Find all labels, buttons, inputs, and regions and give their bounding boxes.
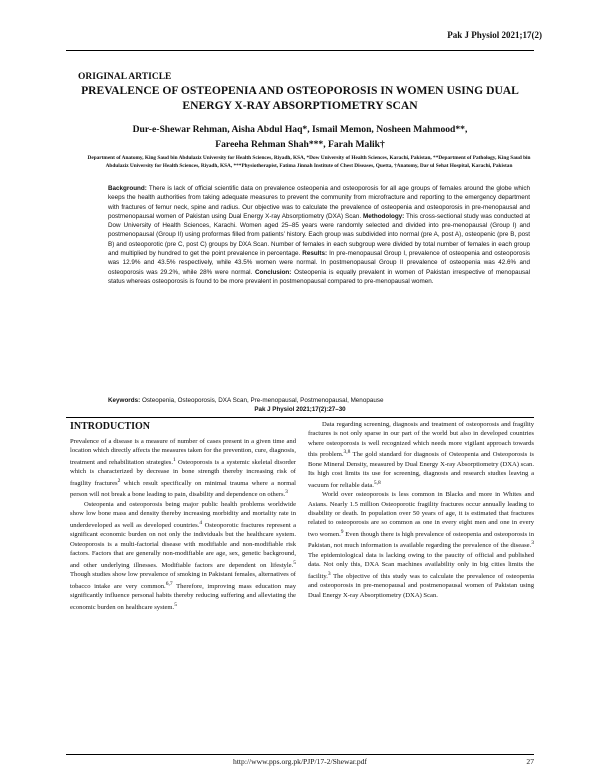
paragraph-text: Though studies show low prevalence of smoking in Pakistani females, alternatives of tobacco intake are very common.	[70, 571, 296, 590]
reference-marker: 5,8	[373, 479, 381, 486]
paragraph-text: Prevalence of a disease is a measure of number of cases present in a given time and location which directly affects the measures taken for the prevention, cure, diagnosis, treatment and rehabilitation strategies.	[70, 438, 296, 466]
citation: Pak J Physiol 2021;17(2):27–30	[254, 406, 346, 413]
keywords	[108, 396, 530, 405]
left-column	[70, 420, 296, 612]
reference-marker: 3	[327, 570, 331, 577]
keywords-label: Keywords:	[108, 397, 141, 404]
paragraph-text: Osteopenia and osteoporosis being major public health problems worldwide show low bone mass and density thereby increasing morbidity and mortality rate in underdeveloped as well as developed countries.	[70, 501, 296, 529]
background-text: There is lack of official scientific data on prevalence osteopenia and osteoporosis for all age groups of females around the globe which keeps the health authorities from taking adequate measures to prevent the community from microfracture and reporting to the emergency department with fractures of femur neck, spine and radius. Our objective was to calculate the prevalence of osteopenia and osteoporosis in pre-menopausal and postmenopausal women of Pakistan using Dual Energy X-ray Absorptiometry (DXA) Scan.	[108, 185, 530, 220]
paragraph-text: Therefore, improving mass education may significantly influence personal habits thereby reducing suffering and alleviating the economic burden on healthcare system.	[70, 582, 296, 611]
article-title: PREVALENCE OF OSTEOPENIA AND OSTEOPOROSIS IN WOMEN USING DUAL ENERGY X-RAY ABSORPTIOMETRY SCAN	[81, 84, 519, 112]
paragraph-text: Osteoporotic fractures represent a significant economic burden on not only the individuals but the healthcare system. Osteoporosis is a multi-factorial disease with modifiable and non-modifiable risk factors. Factors that are generally non-modifiable are age, sex, genetic background, and other underlying illnesses. Modifiable factors are dependent on lifestyle.	[70, 522, 296, 569]
reference-marker: 9	[340, 528, 344, 535]
paragraph-text: which result specifically on minimal trauma where a normal person will not break a bone leading to pain, disability and dependence on others.	[70, 480, 296, 499]
results-text: In pre-menopausal Group I, prevalence of osteopenia and osteoporosis was 12.9% and 43.5% respectively, while 43.5% women were normal. In postmenopausal Group II prevalence of osteopenia was 42.6% and osteoporosis was 29.2%, while 28% were normal.	[108, 250, 530, 276]
author-list	[70, 122, 530, 152]
section-label: ORIGINAL ARTICLE	[78, 72, 172, 82]
paragraph	[308, 420, 534, 490]
author-line-1: Dur-e-Shewar Rehman, Aisha Abdul Haq*, Ismail Memon, Nosheen Mahmood**,	[132, 124, 468, 135]
methodology-text: This cross-sectional study was conducted at Dow University of Health Sciences, Karachi. Women aged 25–85 years were randomly selected and divided into pre-menopausal (Group I) and postmenopausal (Group II) using proformas filled from patients’ history. Each group was subdivided into normal (pre A, post A), osteopenic (pre B, post B) and osteoporotic (pre C, post C) groups by DXA Scan. Number of females in each subgroup were divided by total number of females in each group and multiplied by hundred to get the point prevalence in percentage.	[108, 212, 530, 258]
footer-divider	[66, 754, 534, 755]
paragraph-text: Osteoporosis is a systemic skeletal disorder which is characterized by decrease in bone strength thereby increasing risk of fragility fractures	[70, 459, 296, 487]
footer-url-link[interactable]: http://www.pps.org.pk/PJP/17-2/Shewar.pdf	[233, 757, 367, 766]
reference-marker: 3,8	[343, 449, 351, 456]
right-column	[308, 420, 534, 600]
reference-marker: 5	[174, 601, 177, 608]
paragraph	[70, 437, 296, 500]
reference-marker: 4	[199, 519, 203, 526]
paragraph	[308, 490, 534, 600]
keywords-text: Osteopenia, Osteoporosis, DXA Scan, Pre-menopausal, Postmenopausal, Menopause	[140, 397, 384, 404]
paragraph-text: The objective of this study was to calculate the prevalence of osteopenia and osteoporosis in pre-menopausal and postmenopausal women of Pakistan using Dual Energy X-ray Absorptiometry (DXA) Scan.	[308, 573, 534, 599]
page-number: 27	[526, 757, 534, 766]
affiliations: Department of Anatomy, King Saud bin Abdulaziz University for Health Sciences, Riyadh, KSA, *Dow University of Health Sciences, Karachi, Pakistan, **Department of Pathology, King Saud bin Abdulaziz University for Health Sciences, Riyadh, KSA, ***Physiotherapist, Fatima Jinnah Institute of Chest Diseases, Quetta, †Anatomy, Dar ul Sehat Hospital, Karachi, Pakistan	[87, 155, 531, 169]
results-label: Results:	[302, 250, 328, 258]
paragraph-text: The gold standard for diagnosis of Osteopenia and Osteoporosis is Bone Mineral Density, measured by Dual Energy X-ray Absorptiometry (DXA) scan. Its high cost limits its use for screening, diagnosis and research studies leaving a vacuum for reliable data.	[308, 451, 534, 489]
paragraph-text: Data regarding screening, diagnosis and treatment of osteoporosis and fragility fractures is not only sparse in our part of the world but also in developed countries where osteoporosis is well recognized which needs more vigilant approach towards this problem.	[308, 421, 534, 459]
reference-marker: 2	[117, 477, 121, 484]
reference-marker: 3	[531, 540, 534, 547]
paragraph-text: The epidemiological data is lacking owing to the paucity of official and published data. Not only this, DXA Scan machines availability only in big cities limits the facility.	[308, 552, 534, 581]
reference-marker: 3	[285, 489, 288, 496]
reference-marker: 6,7	[165, 580, 173, 587]
paragraph-text: World over osteoporosis is less common in Blacks and more in Whites and Asians. Nearly 1.5 million Osteoporotic fragility fractures occur annually leading to disability or death. In population over 50 years of age, it is estimated that fractures related to osteoporosis are so common as one in every eight men and one in every two women.	[308, 491, 534, 539]
reference-marker: 1	[172, 456, 176, 463]
conclusion-label: Conclusion:	[254, 268, 292, 276]
abstract	[108, 184, 530, 286]
methodology-label: Methodology:	[363, 212, 405, 220]
background-label: Background:	[108, 185, 147, 192]
header-divider	[66, 50, 534, 51]
conclusion-text: Osteopenia is equally prevalent in women of Pakistan irrespective of menopausal status whereas osteoporosis is found to be more prevalent in postmenopausal compared to pre-menopausal women.	[108, 268, 530, 285]
reference-marker: 5	[293, 559, 296, 566]
author-line-2: Fareeha Rehman Shah***, Farah Malik†	[215, 139, 385, 150]
body-divider	[66, 417, 534, 418]
journal-reference: Pak J Physiol 2021;17(2)	[447, 30, 542, 40]
paragraph-text: Even though there is high prevalence of osteopenia and osteoporosis in Pakistan, not much information is available regarding the prevalence of the disease.	[308, 531, 535, 550]
paragraph	[70, 500, 296, 612]
introduction-heading: INTRODUCTION	[70, 421, 151, 432]
